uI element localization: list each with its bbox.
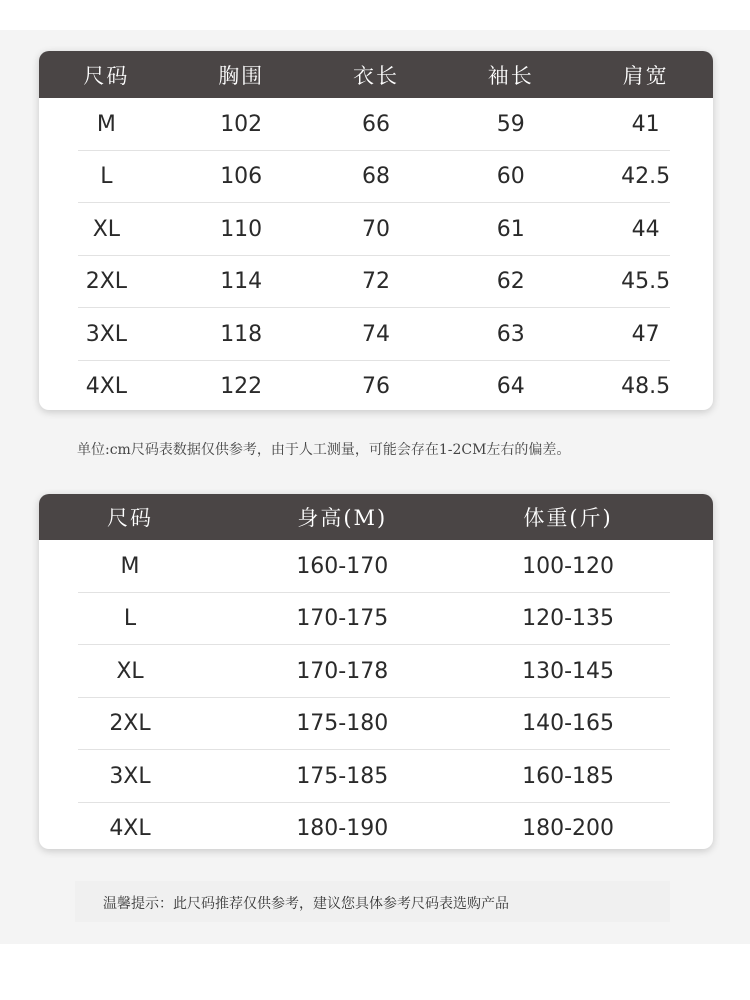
cell-chest: 106 [220, 164, 263, 190]
cell-height: 170-178 [296, 658, 389, 684]
table-row [39, 98, 713, 151]
cell-size: 3XL [85, 321, 128, 347]
cell-weight: 180-200 [522, 816, 615, 842]
cell-size: XL [92, 216, 121, 242]
cell-shoulder: 42.5 [621, 164, 671, 190]
cell-chest: 114 [220, 269, 263, 295]
cell-size: M [120, 553, 140, 579]
table-row [39, 256, 713, 309]
cell-length: 72 [361, 269, 390, 295]
cell-weight: 120-135 [522, 606, 615, 632]
header-size: 尺码 [106, 506, 153, 530]
cell-shoulder: 45.5 [621, 269, 671, 295]
cell-shoulder: 47 [631, 321, 660, 347]
cell-size: 3XL [109, 763, 151, 789]
cell-size: L [100, 164, 113, 190]
cell-sleeve: 63 [496, 321, 525, 347]
cell-size: 2XL [109, 711, 151, 737]
cell-size: 4XL [109, 816, 151, 842]
table-row [39, 750, 713, 803]
cell-length: 74 [361, 321, 390, 347]
cell-size: 2XL [85, 269, 128, 295]
cell-length: 70 [361, 216, 390, 242]
header-chest: 胸围 [218, 63, 265, 88]
table-header [39, 494, 713, 540]
cell-height: 160-170 [296, 553, 389, 579]
cell-weight: 140-165 [522, 711, 615, 737]
cell-sleeve: 59 [496, 111, 525, 137]
table-row [39, 203, 713, 256]
header-shoulder: 肩宽 [622, 63, 669, 88]
header-sleeve: 袖长 [487, 63, 534, 88]
table-row [39, 308, 713, 361]
cell-height: 175-180 [296, 711, 389, 737]
header-size: 尺码 [83, 63, 130, 88]
cell-shoulder: 41 [631, 111, 660, 137]
measurement-note: 单位:cm尺码表数据仅供参考，由于人工测量，可能会存在1-2CM左右的偏差。 [77, 442, 571, 458]
cell-chest: 122 [220, 374, 263, 400]
cell-sleeve: 62 [496, 269, 525, 295]
table-row [39, 361, 713, 411]
top-band [0, 0, 750, 30]
cell-weight: 160-185 [522, 763, 615, 789]
cell-length: 76 [361, 374, 390, 400]
table-row [39, 803, 713, 850]
cell-chest: 118 [220, 321, 263, 347]
cell-shoulder: 44 [631, 216, 660, 242]
header-weight: 体重(斤) [523, 506, 613, 530]
size-tip: 温馨提示：此尺码推荐仅供参考，建议您具体参考尺码表选购产品 [103, 896, 509, 912]
table-row [39, 645, 713, 698]
table-row [39, 151, 713, 204]
table-row [39, 593, 713, 646]
cell-weight: 130-145 [522, 658, 615, 684]
bottom-band [0, 944, 750, 1000]
cell-height: 175-185 [296, 763, 389, 789]
cell-length: 68 [361, 164, 390, 190]
cell-size: 4XL [85, 374, 128, 400]
size-measurement-table [39, 51, 713, 410]
cell-chest: 110 [220, 216, 263, 242]
cell-sleeve: 60 [496, 164, 525, 190]
header-height: 身高(M) [297, 506, 388, 530]
cell-chest: 102 [220, 111, 263, 137]
table-row [39, 540, 713, 593]
cell-size: XL [116, 658, 144, 684]
cell-sleeve: 64 [496, 374, 525, 400]
header-length: 衣长 [352, 63, 399, 88]
cell-shoulder: 48.5 [621, 374, 671, 400]
size-recommendation-table [39, 494, 713, 849]
table-row [39, 698, 713, 751]
cell-size: L [123, 606, 137, 632]
cell-height: 180-190 [296, 816, 389, 842]
cell-sleeve: 61 [496, 216, 525, 242]
cell-length: 66 [361, 111, 390, 137]
cell-height: 170-175 [296, 606, 389, 632]
cell-size: M [96, 111, 116, 137]
table-header [39, 51, 713, 98]
cell-weight: 100-120 [522, 553, 615, 579]
